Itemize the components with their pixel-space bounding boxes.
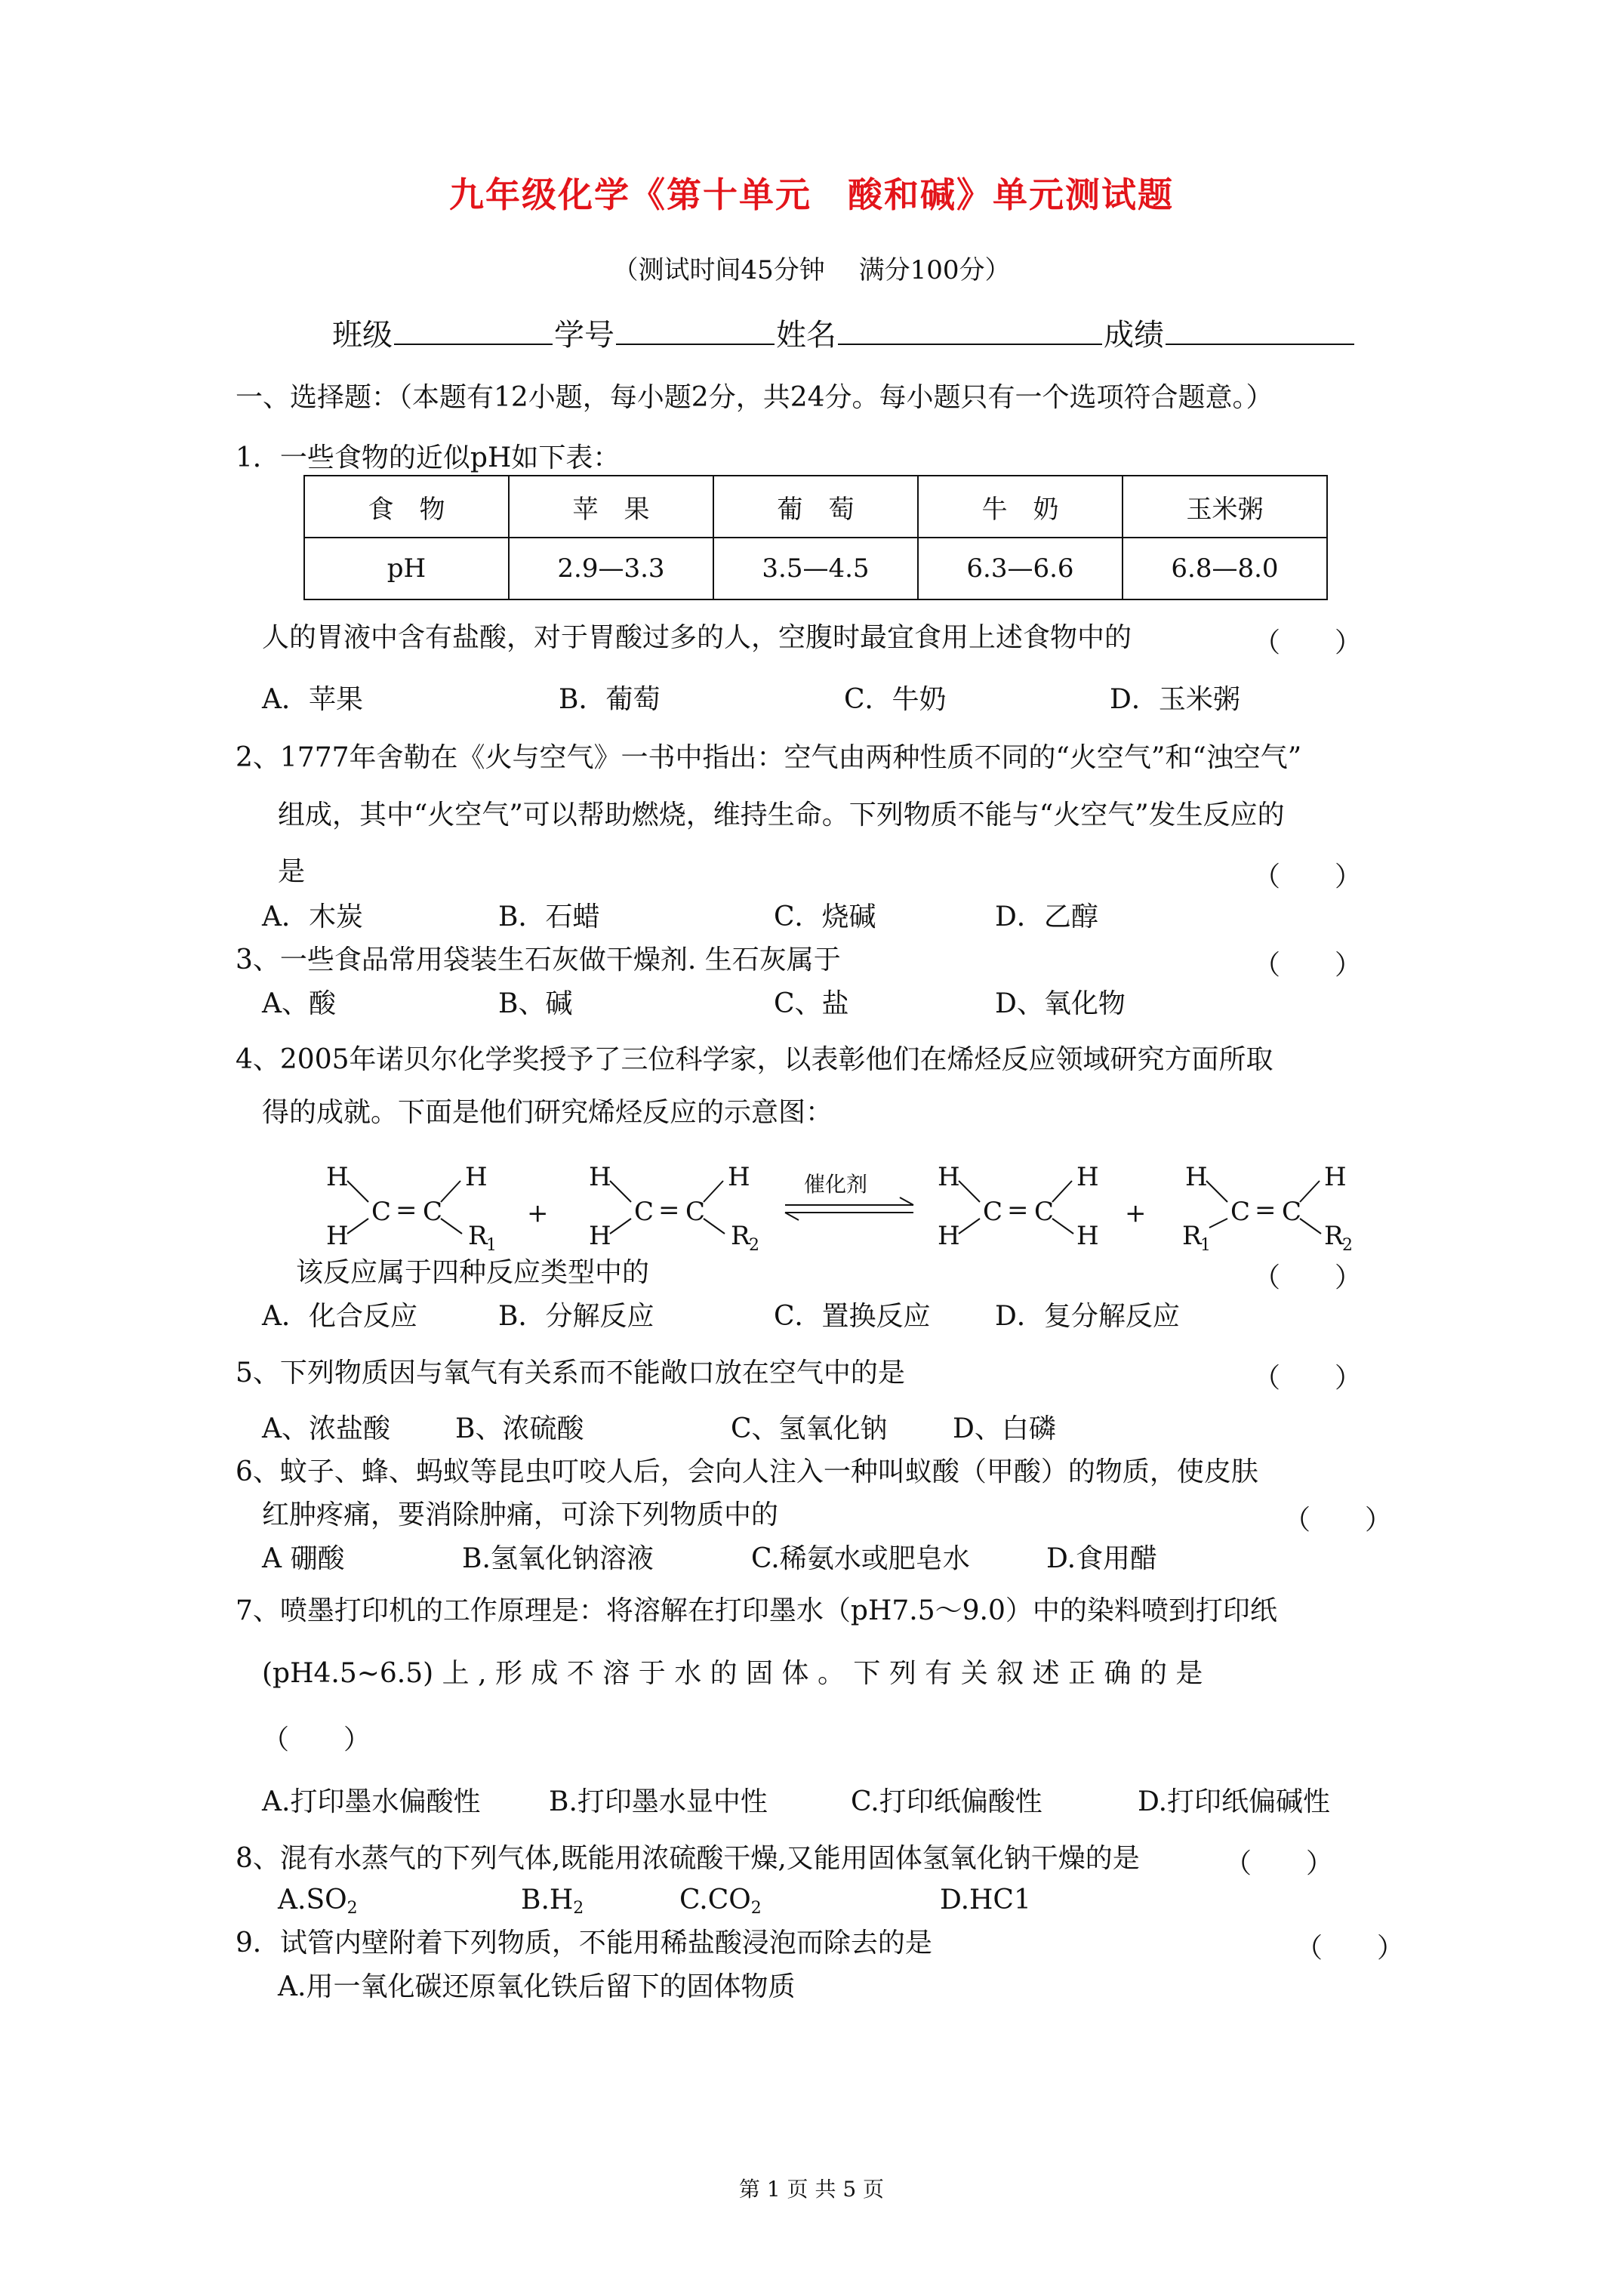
q8-option-c[interactable] bbox=[679, 1884, 762, 1925]
q1-option-b[interactable]: B．葡萄 bbox=[559, 684, 661, 715]
answer-blank[interactable]: （ ） bbox=[1253, 1363, 1363, 1394]
q7-option-a[interactable]: A.打印墨水偏酸性 bbox=[262, 1786, 481, 1817]
q2-option-d[interactable]: D．乙醇 bbox=[995, 901, 1098, 932]
table-header-cell: 玉米粥 bbox=[1123, 476, 1327, 538]
atom-h: H bbox=[728, 1162, 750, 1192]
double-bond: = bbox=[396, 1195, 417, 1225]
atom-c: C bbox=[1282, 1197, 1302, 1227]
q6-option-b[interactable]: B.氢氧化钠溶液 bbox=[462, 1543, 654, 1574]
atom-h: H bbox=[326, 1221, 349, 1251]
q5-option-d[interactable]: D、白磷 bbox=[953, 1413, 1056, 1444]
option-text: A.SO bbox=[278, 1885, 347, 1915]
molecule-3 bbox=[938, 1162, 1099, 1251]
page-subtitle: （测试时间45分钟 满分100分） bbox=[612, 255, 1011, 285]
q7-option-d[interactable]: D.打印纸偏碱性 bbox=[1138, 1786, 1331, 1817]
class-label: 班级 bbox=[332, 318, 393, 353]
catalyst-label: 催化剂 bbox=[804, 1172, 868, 1197]
q5-option-b[interactable]: B、浓硫酸 bbox=[455, 1413, 584, 1444]
q7-option-b[interactable]: B.打印墨水显中性 bbox=[549, 1786, 768, 1817]
answer-blank[interactable]: （ ） bbox=[1224, 1848, 1334, 1879]
q3-option-d[interactable]: D、氧化物 bbox=[995, 988, 1126, 1019]
table-row bbox=[304, 538, 1327, 599]
q8-option-a[interactable] bbox=[278, 1884, 358, 1925]
atom-h: H bbox=[589, 1162, 611, 1192]
subscript-2: 2 bbox=[1342, 1236, 1353, 1255]
atom-c: C bbox=[423, 1197, 443, 1227]
plus-sign: + bbox=[1125, 1198, 1147, 1228]
plus-sign: + bbox=[527, 1198, 549, 1228]
food-ph-table bbox=[303, 475, 1328, 600]
q8-option-b[interactable] bbox=[521, 1884, 584, 1925]
q7-line1: 7、喷墨打印机的工作原理是：将溶解在打印墨水（pH7.5～9.0）中的染料喷到打印纸 bbox=[236, 1595, 1277, 1626]
q8-line1: 8、混有水蒸气的下列气体,既能用浓硫酸干燥,又能用固体氢氧化钠干燥的是 bbox=[236, 1843, 1140, 1874]
equilibrium-arrow bbox=[785, 1172, 913, 1220]
q4-line2: 得的成就。下面是他们研究烯烃反应的示意图： bbox=[262, 1097, 833, 1128]
q4-option-d[interactable]: D．复分解反应 bbox=[995, 1301, 1180, 1332]
score-blank[interactable] bbox=[1166, 316, 1354, 345]
atom-c: C bbox=[371, 1197, 392, 1227]
q2-line2: 组成，其中“火空气”可以帮助燃烧，维持生命。下列物质不能与“火空气”发生反应的 bbox=[278, 800, 1285, 831]
q1-stem: 1．一些食物的近似pH如下表： bbox=[236, 442, 621, 473]
q2-option-b[interactable]: B．石蜡 bbox=[498, 901, 600, 932]
option-text: B.H bbox=[521, 1885, 574, 1915]
class-blank[interactable] bbox=[394, 316, 553, 345]
subscript-1: 1 bbox=[486, 1236, 497, 1255]
olefin-reaction-diagram bbox=[317, 1155, 1419, 1268]
atom-h: H bbox=[1324, 1162, 1347, 1192]
table-header-cell: 食 物 bbox=[304, 476, 509, 538]
answer-blank[interactable]: （ ） bbox=[1283, 1505, 1393, 1536]
answer-blank[interactable]: （ ） bbox=[1295, 1933, 1405, 1964]
score-label: 成绩 bbox=[1104, 318, 1164, 353]
molecule-2 bbox=[589, 1162, 759, 1255]
q2-line1: 2、1777年舍勒在《火与空气》一书中指出：空气由两种性质不同的“火空气”和“浊空气” bbox=[236, 742, 1302, 773]
answer-blank[interactable]: （ ） bbox=[1253, 1262, 1363, 1293]
option-text: C.CO bbox=[679, 1885, 751, 1915]
q4-option-c[interactable]: C．置换反应 bbox=[774, 1301, 931, 1332]
q5-line1: 5、下列物质因与氧气有关系而不能敞口放在空气中的是 bbox=[236, 1358, 905, 1388]
table-header-cell: 葡 萄 bbox=[713, 476, 918, 538]
q3-option-a[interactable]: A、酸 bbox=[262, 988, 336, 1019]
double-bond: = bbox=[658, 1195, 680, 1225]
q9-option-a[interactable]: A.用一氧化碳还原氧化铁后留下的固体物质 bbox=[278, 1971, 796, 2002]
section-heading: 一、选择题：（本题有12小题，每小题2分，共24分。每小题只有一个选项符合题意。） bbox=[236, 382, 1273, 413]
page-title: 九年级化学《第十单元 酸和碱》单元测试题 bbox=[449, 174, 1174, 215]
double-bond: = bbox=[1007, 1195, 1029, 1225]
q2-line3: 是 bbox=[278, 856, 306, 887]
group-r: R bbox=[468, 1221, 488, 1251]
atom-c: C bbox=[685, 1197, 706, 1227]
number-label: 学号 bbox=[554, 318, 614, 353]
student-info-row bbox=[332, 311, 1356, 354]
table-header-cell: 苹 果 bbox=[509, 476, 713, 538]
table-cell: 3.5—4.5 bbox=[713, 538, 918, 599]
double-bond: = bbox=[1255, 1195, 1277, 1225]
molecule-1 bbox=[326, 1162, 497, 1255]
atom-h: H bbox=[326, 1162, 349, 1192]
subscript-2: 2 bbox=[573, 1899, 584, 1918]
subscript-1: 1 bbox=[1200, 1236, 1211, 1255]
subscript-2: 2 bbox=[749, 1236, 759, 1255]
q6-line2: 红肿疼痛，要消除肿痛，可涂下列物质中的 bbox=[262, 1499, 779, 1530]
q7-option-c[interactable]: C.打印纸偏酸性 bbox=[851, 1786, 1042, 1817]
table-cell: pH bbox=[304, 538, 509, 599]
q6-line1: 6、蚊子、蜂、蚂蚁等昆虫叮咬人后，会向人注入一种叫蚁酸（甲酸）的物质，使皮肤 bbox=[236, 1456, 1258, 1487]
q7-line2: (pH4.5~6.5) 上 , 形 成 不 溶 于 水 的 固 体 。 下 列 有 关 叙 述 正 确 的 是 bbox=[262, 1658, 1203, 1689]
table-row bbox=[304, 476, 1327, 538]
q1-option-d[interactable]: D．玉米粥 bbox=[1110, 684, 1240, 715]
group-r: R bbox=[1324, 1221, 1344, 1251]
answer-blank[interactable]: （ ） bbox=[1253, 950, 1363, 981]
q9-line1: 9．试管内壁附着下列物质，不能用稀盐酸浸泡而除去的是 bbox=[236, 1928, 932, 1959]
atom-h: H bbox=[938, 1162, 960, 1192]
answer-blank[interactable]: （ ） bbox=[1253, 627, 1363, 658]
table-header-cell: 牛 奶 bbox=[918, 476, 1123, 538]
q1-question: 人的胃液中含有盐酸，对于胃酸过多的人，空腹时最宜食用上述食物中的 bbox=[262, 622, 1132, 653]
q3-line1: 3、一些食品常用袋装生石灰做干燥剂. 生石灰属于 bbox=[236, 945, 841, 975]
number-blank[interactable] bbox=[616, 316, 775, 345]
q3-option-b[interactable]: B、碱 bbox=[498, 988, 573, 1019]
q4-line3: 该反应属于四种反应类型中的 bbox=[296, 1257, 650, 1288]
q4-option-a[interactable]: A．化合反应 bbox=[262, 1301, 417, 1332]
q6-option-a[interactable]: A 硼酸 bbox=[262, 1543, 345, 1574]
atom-h: H bbox=[589, 1221, 611, 1251]
page-footer: 第 1 页 共 5 页 bbox=[738, 2177, 885, 2202]
q8-option-d[interactable]: D.HC1 bbox=[940, 1885, 1031, 1915]
subscript-2: 2 bbox=[750, 1899, 762, 1918]
atom-h: H bbox=[938, 1221, 960, 1251]
q1-option-a[interactable]: A．苹果 bbox=[262, 684, 363, 715]
table-cell: 6.3—6.6 bbox=[918, 538, 1123, 599]
atom-c: C bbox=[983, 1197, 1003, 1227]
table-cell: 6.8—8.0 bbox=[1123, 538, 1327, 599]
atom-c: C bbox=[1230, 1197, 1251, 1227]
answer-blank[interactable]: （ ） bbox=[262, 1724, 371, 1755]
q1-option-c[interactable]: C．牛奶 bbox=[844, 684, 947, 715]
q3-option-c[interactable]: C、盐 bbox=[774, 988, 849, 1019]
q5-option-c[interactable]: C、氢氧化钠 bbox=[731, 1413, 888, 1444]
atom-h: H bbox=[465, 1162, 488, 1192]
atom-h: H bbox=[1076, 1162, 1099, 1192]
subscript-2: 2 bbox=[346, 1899, 358, 1918]
atom-h: H bbox=[1076, 1221, 1099, 1251]
table-cell: 2.9—3.3 bbox=[509, 538, 713, 599]
name-label: 姓名 bbox=[776, 318, 836, 353]
answer-blank[interactable]: （ ） bbox=[1253, 861, 1363, 892]
q4-option-b[interactable]: B．分解反应 bbox=[498, 1301, 654, 1332]
name-blank[interactable] bbox=[838, 316, 1102, 345]
q6-option-d[interactable]: D.食用醋 bbox=[1046, 1543, 1158, 1574]
group-r: R bbox=[1182, 1221, 1202, 1251]
q6-option-c[interactable]: C.稀氨水或肥皂水 bbox=[751, 1543, 970, 1574]
q5-option-a[interactable]: A、浓盐酸 bbox=[262, 1413, 390, 1444]
atom-c: C bbox=[634, 1197, 654, 1227]
group-r: R bbox=[731, 1221, 750, 1251]
q2-option-a[interactable]: A．木炭 bbox=[262, 901, 363, 932]
q4-line1: 4、2005年诺贝尔化学奖授予了三位科学家，以表彰他们在烯烃反应领域研究方面所取 bbox=[236, 1044, 1273, 1075]
q2-option-c[interactable]: C．烧碱 bbox=[774, 901, 876, 932]
atom-h: H bbox=[1185, 1162, 1208, 1192]
atom-c: C bbox=[1034, 1197, 1055, 1227]
molecule-4 bbox=[1182, 1162, 1353, 1255]
